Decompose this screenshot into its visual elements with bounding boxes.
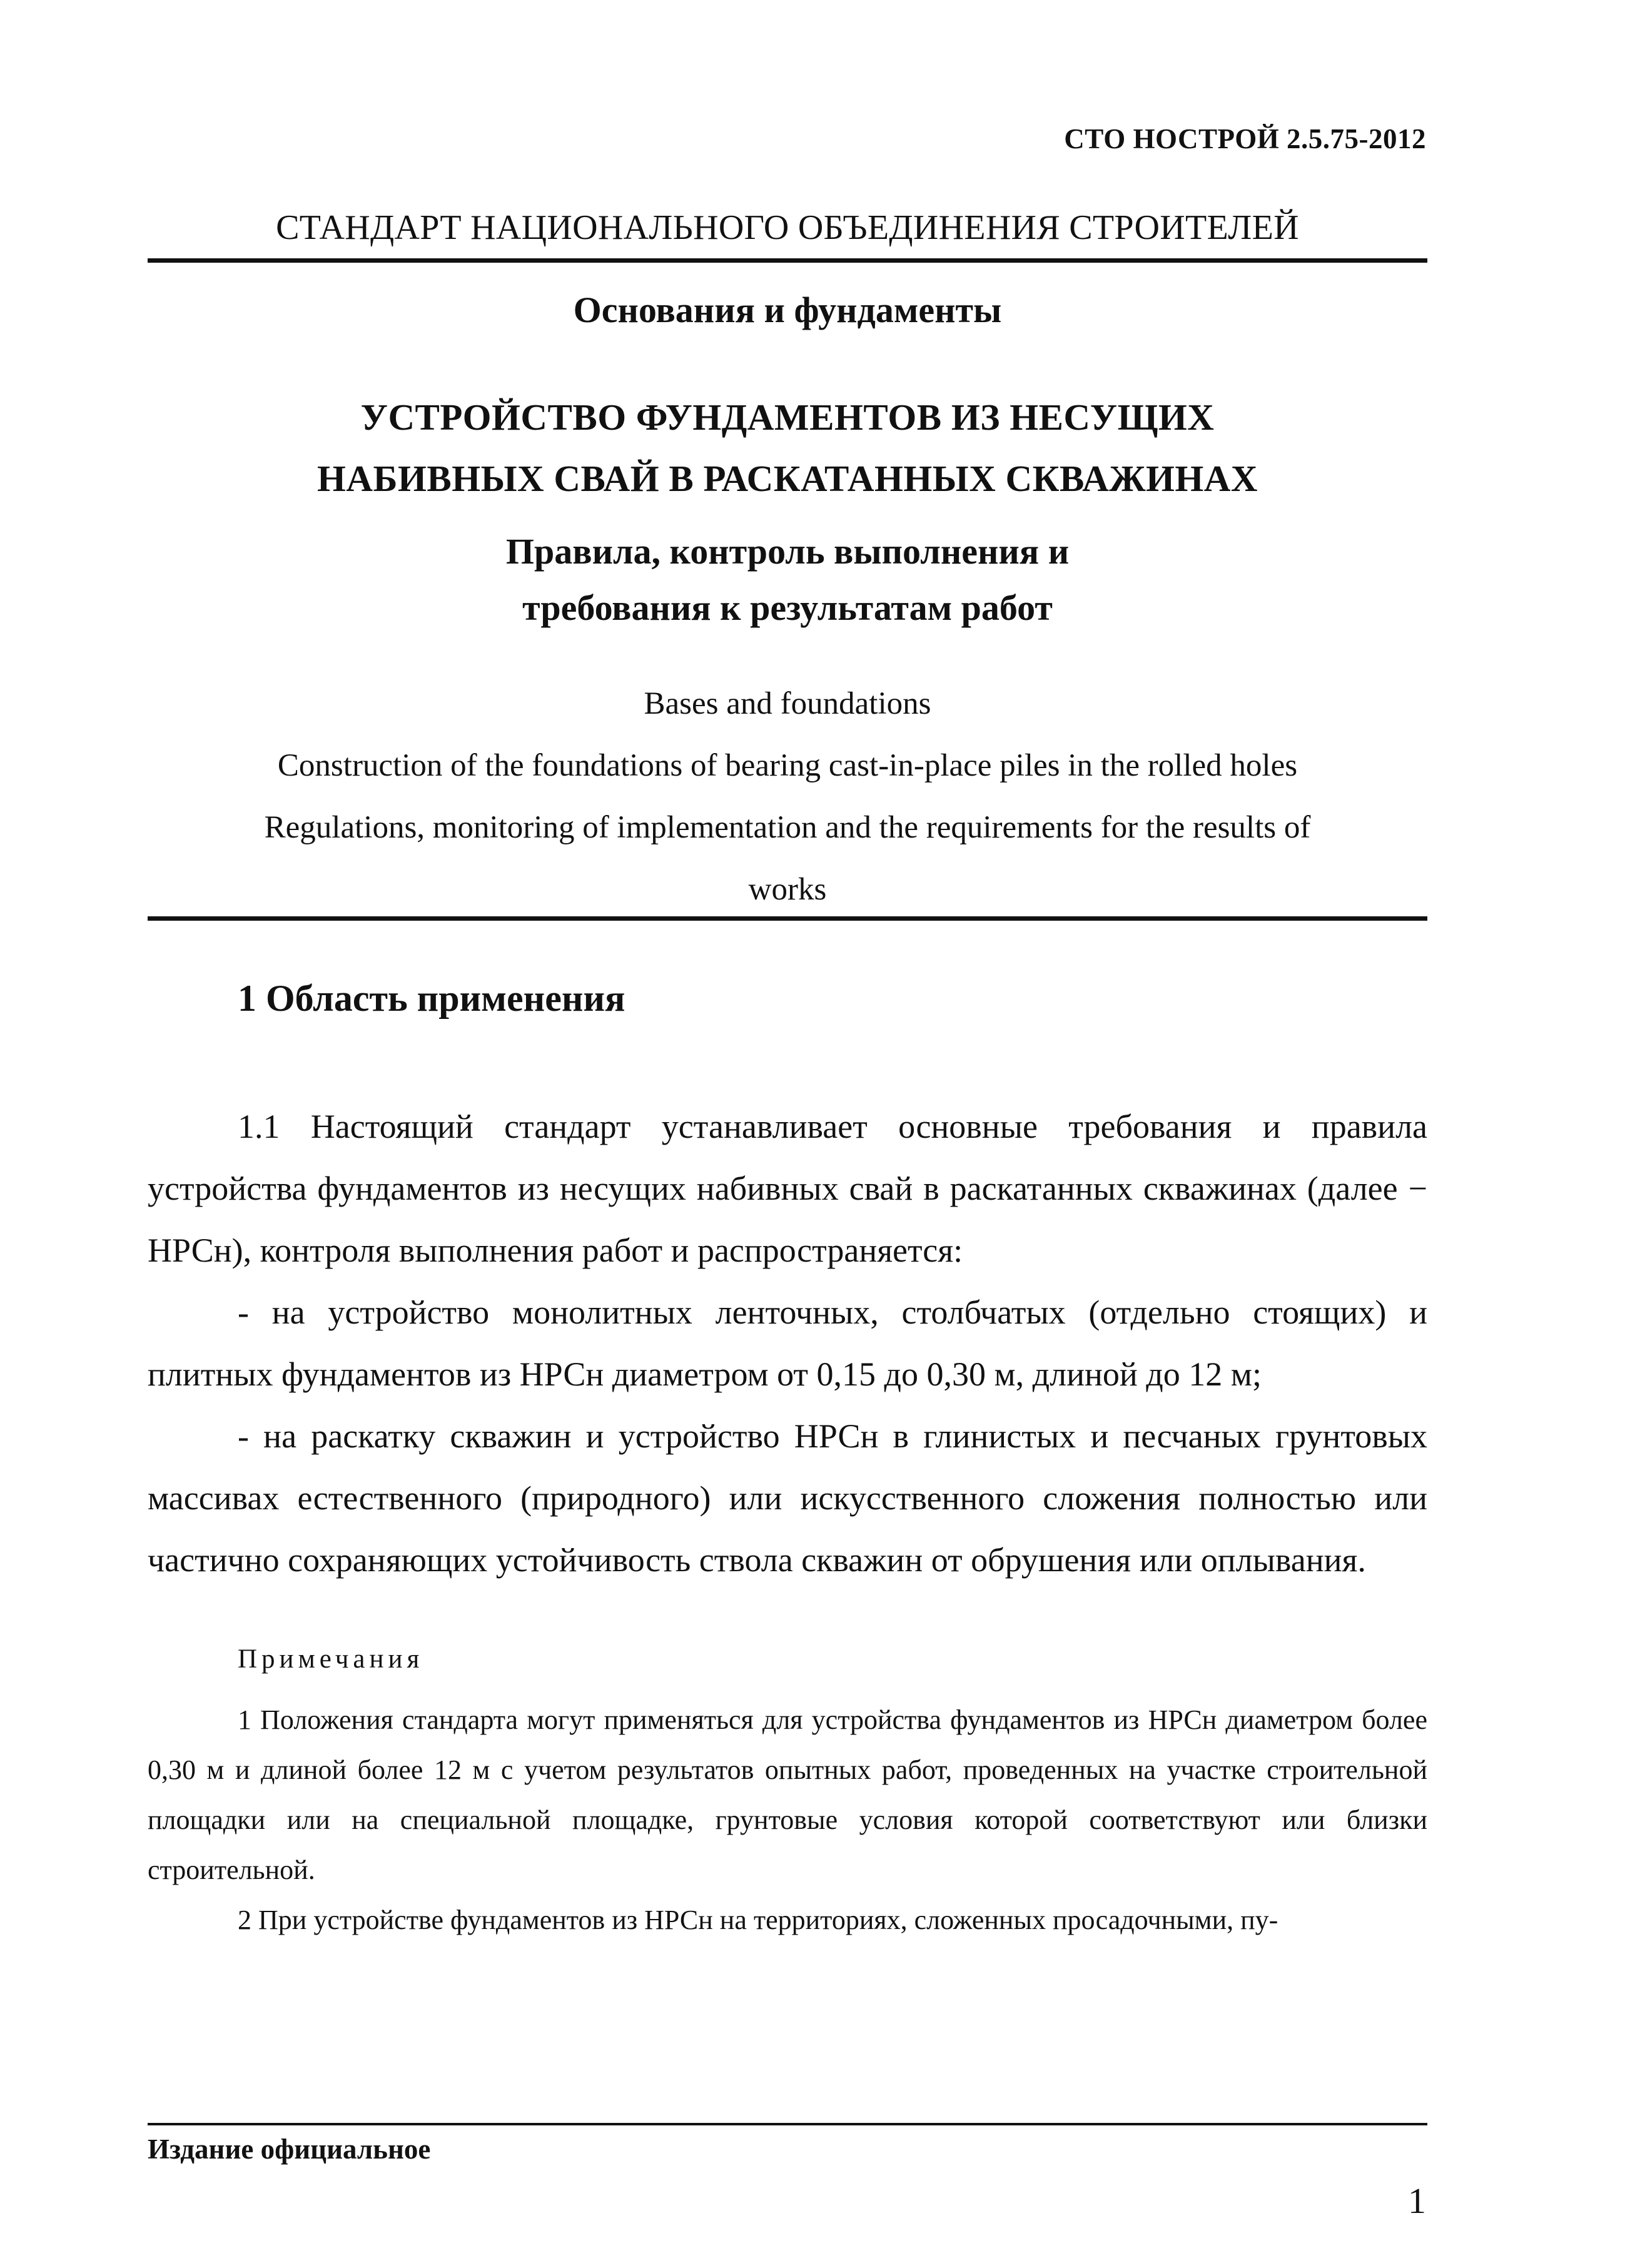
header-divider: [148, 258, 1427, 263]
paragraph: - на устройство монолитных ленточных, столбчатых (отдельно стоящих) и плитных фундаментов из НРСн диаметром от 0,15 до 0,30 м, длиной до 12 м;: [148, 1293, 1427, 1393]
document-title: [148, 387, 1427, 509]
document-category: Основания и фундаменты: [573, 290, 1002, 330]
notes-heading: Примечания: [238, 1644, 424, 1674]
subtitle-line: Правила, контроль выполнения и: [505, 531, 1070, 572]
document-subtitle: [148, 524, 1427, 636]
section-body: [148, 1096, 1427, 1591]
section-heading: 1 Область применения: [238, 978, 625, 1019]
notes-body: [148, 1695, 1427, 1945]
english-line: Construction of the foundations of bearing cast-in-place piles in the rolled holes: [277, 748, 1298, 783]
english-title: [148, 673, 1427, 921]
organization-heading: СТАНДАРТ НАЦИОНАЛЬНОГО ОБЪЕДИНЕНИЯ СТРОИТЕЛЕЙ: [276, 208, 1299, 247]
note: 1 Положения стандарта могут применяться для устройства фундаментов из НРСн диаметром более 0,30 м и длиной более 12 м с учетом результатов опытных работ, проведенных на участке строительной площадки или на специальной площадке, грунтовые условия которой соответствуют или близки строительной.: [148, 1704, 1427, 1885]
official-edition-label: Издание официальное: [148, 2134, 431, 2165]
standard-code: СТО НОСТРОЙ 2.5.75-2012: [1064, 123, 1426, 154]
page-number: 1: [1408, 2180, 1426, 2221]
paragraph: - на раскатку скважин и устройство НРСн в глинистых и песчаных грунтовых массивах естественного (природного) или искусственного сложения полностью или частично сохраняющих устойчивость ствола скважин от обрушения или оплывания.: [148, 1417, 1427, 1579]
english-line: works: [748, 872, 827, 907]
note: 2 При устройстве фундаментов из НРСн на территориях, сложенных просадочными, пу-: [238, 1905, 1278, 1935]
paragraph: 1.1 Настоящий стандарт устанавливает основные требования и правила устройства фундаментов из несущих набивных свай в раскатанных скважинах (далее − НРСн), контроля выполнения работ и распространяется:: [148, 1108, 1427, 1269]
title-line: НАБИВНЫХ СВАЙ В РАСКАТАННЫХ СКВАЖИНАХ: [316, 458, 1258, 499]
english-line: Bases and foundations: [644, 686, 931, 721]
english-line: Regulations, monitoring of implementation and the requirements for the results of: [264, 810, 1311, 845]
subtitle-line: требования к результатам работ: [522, 587, 1053, 628]
title-divider: [148, 916, 1427, 921]
footer-divider: [148, 2123, 1427, 2125]
title-line: УСТРОЙСТВО ФУНДАМЕНТОВ ИЗ НЕСУЩИХ: [360, 397, 1215, 438]
